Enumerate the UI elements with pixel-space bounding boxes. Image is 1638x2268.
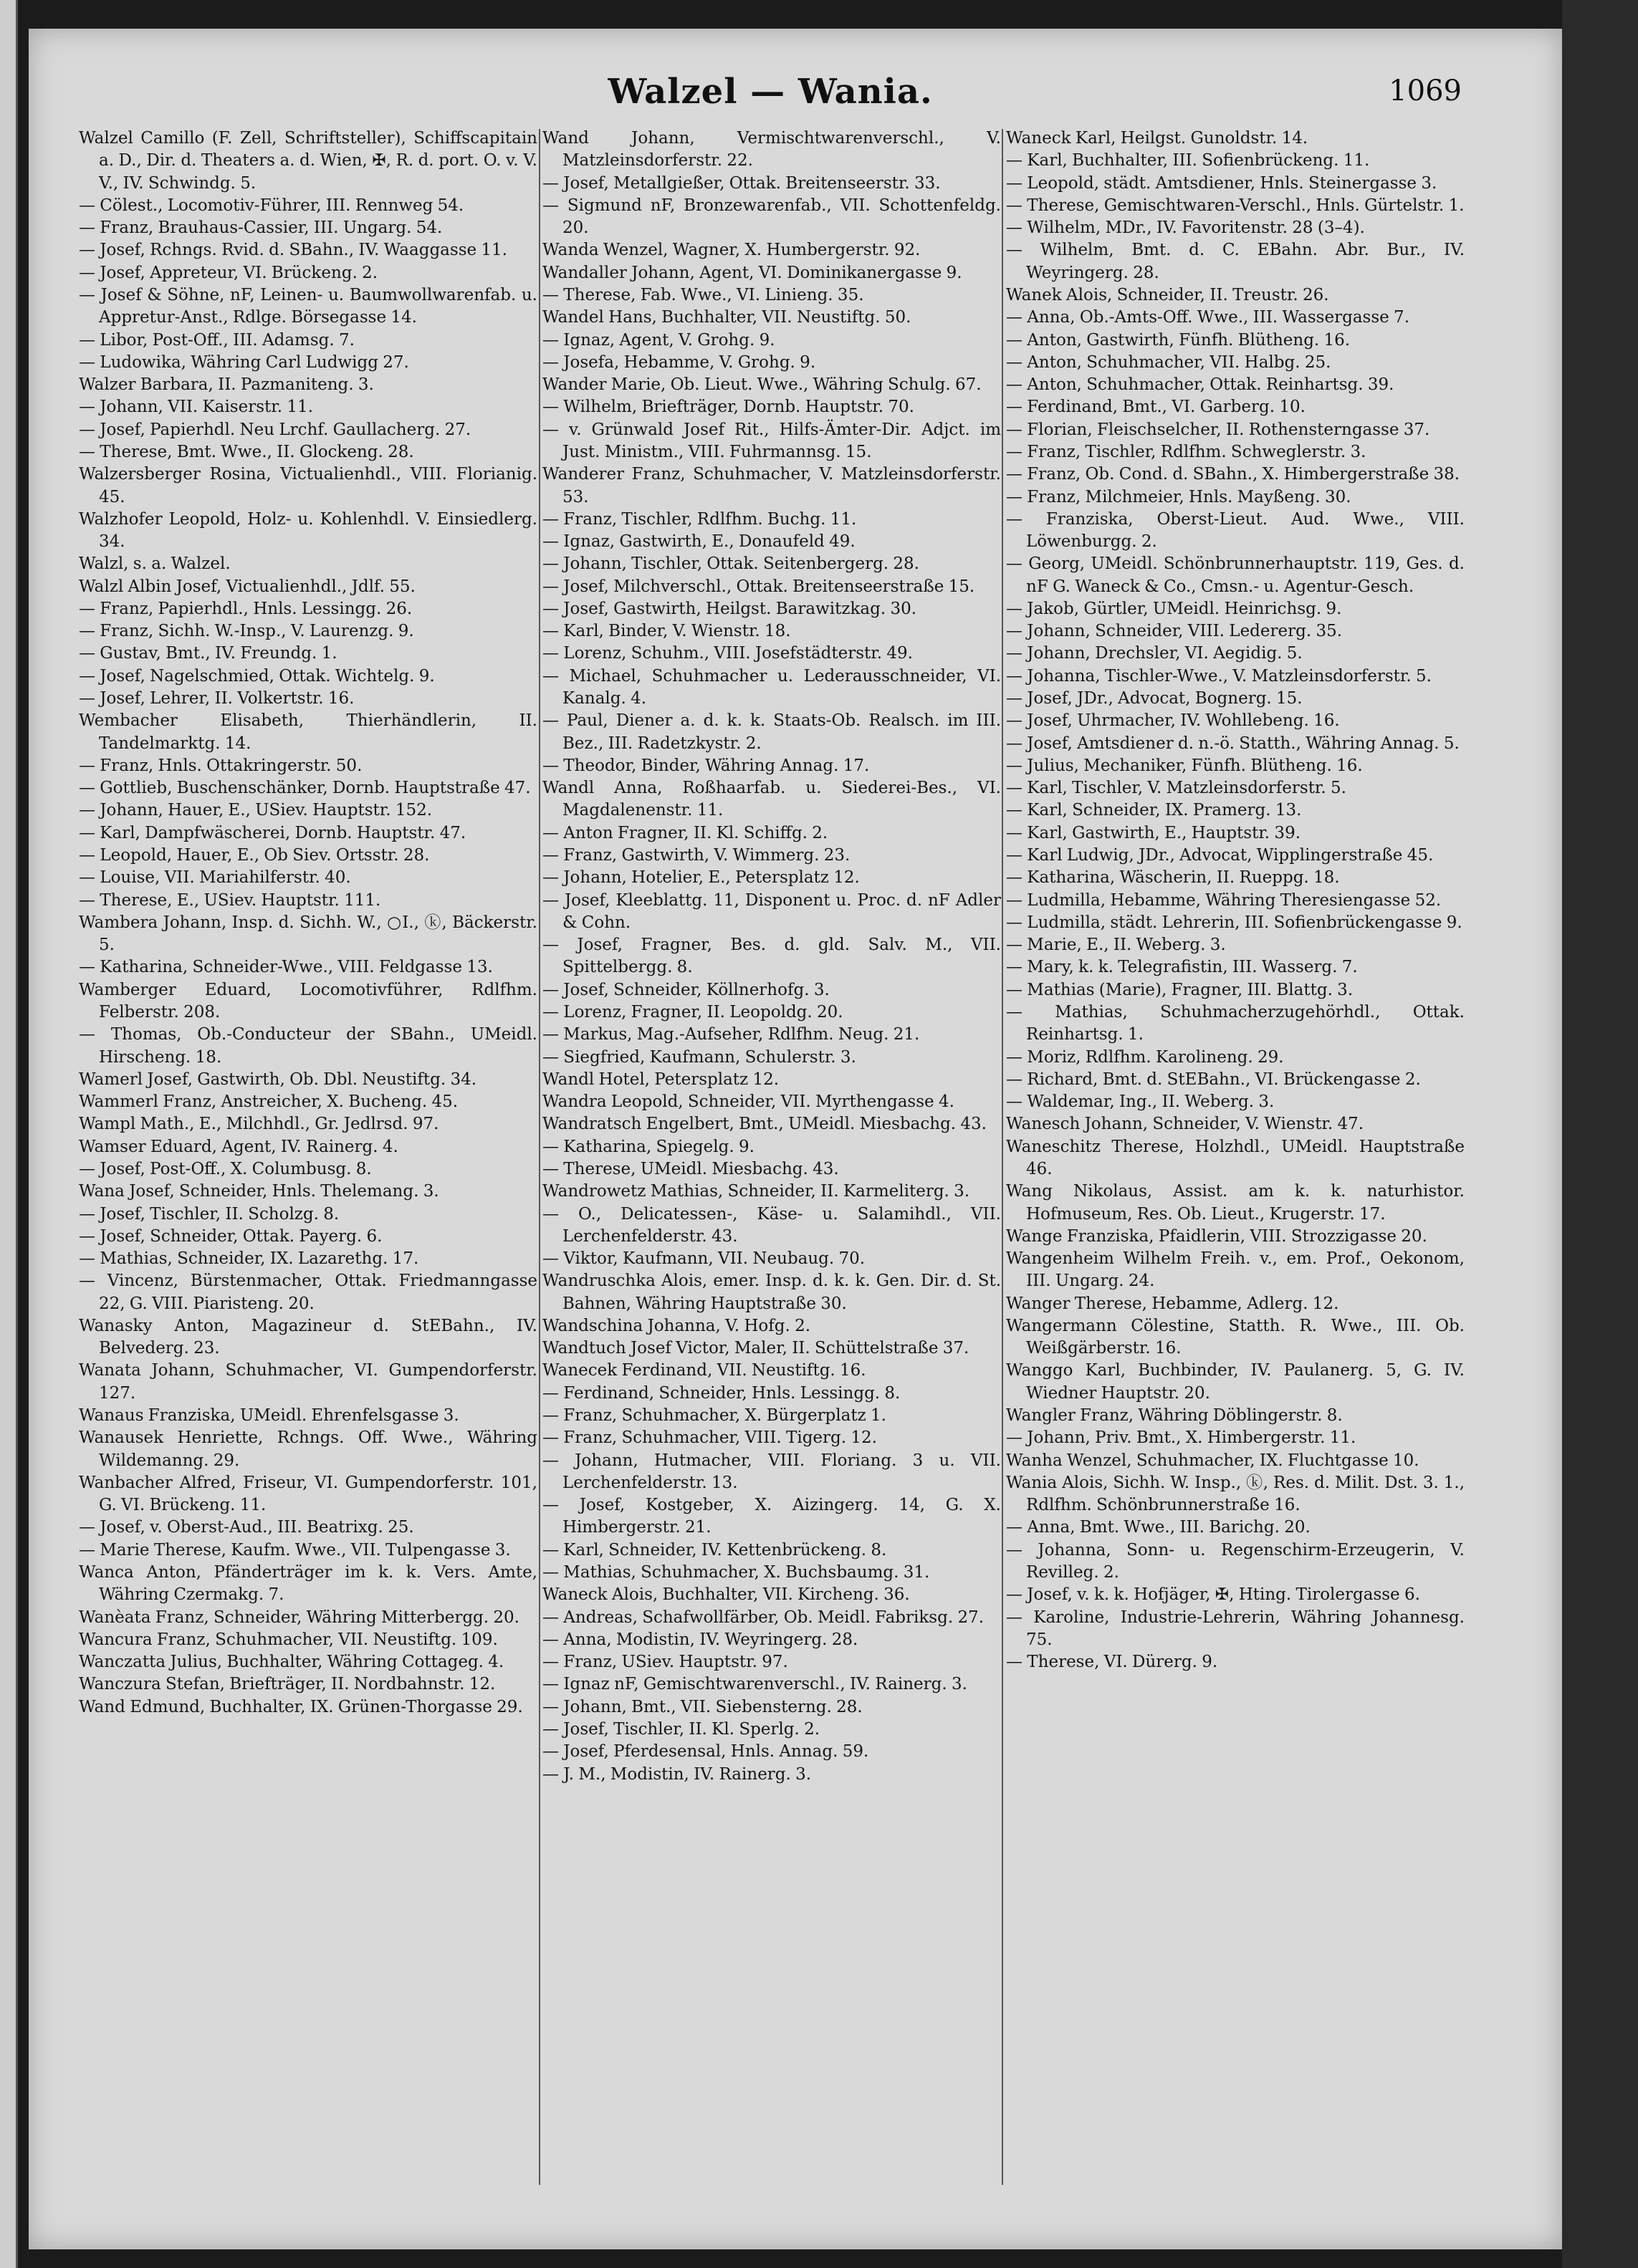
directory-entry: Wanggo Karl, Buchbinder, IV. Paulanerg. 5, G. IV. Wiedner Hauptstr. 20.	[1006, 1361, 1465, 1403]
directory-entry: — Therese, E., USiev. Hauptstr. 111.	[79, 890, 381, 910]
directory-entry: Wambera Johann, Insp. d. Sichh. W., ○I., ⓚ, Bäckerstr. 5.	[79, 913, 537, 955]
directory-entry: — Ignaz, Agent, V. Grohg. 9.	[542, 330, 775, 350]
directory-entry: — Ferdinand, Bmt., VI. Garberg. 10.	[1006, 398, 1306, 417]
directory-entry: — Wilhelm, MDr., IV. Favoritenstr. 28 (3–4).	[1006, 218, 1365, 238]
directory-entry: — Leopold, städt. Amtsdiener, Hnls. Steinergasse 3.	[1006, 173, 1437, 193]
directory-entry: — Josef, Tischler, II. Kl. Sperlg. 2.	[542, 1719, 820, 1739]
directory-entry: Walzhofer Leopold, Holz- u. Kohlenhdl. V. Einsiedlerg. 34.	[79, 509, 537, 552]
directory-entry: — Gottlieb, Buschenschänker, Dornb. Hauptstraße 47.	[79, 779, 531, 798]
directory-entry: Wamser Eduard, Agent, IV. Rainerg. 4.	[79, 1137, 398, 1156]
directory-entry: — Josef, Uhrmacher, IV. Wohllebeng. 16.	[1006, 711, 1340, 731]
directory-entry: — Mathias (Marie), Fragner, III. Blattg. 3.	[1006, 980, 1354, 999]
directory-entry: Wander Marie, Ob. Lieut. Wwe., Währing Schulg. 67.	[542, 375, 982, 395]
directory-entry: — Josef, Amtsdiener d. n.-ö. Statth., Währing Annag. 5.	[1006, 734, 1460, 753]
directory-entry: Wange Franziska, Pfaidlerin, VIII. Strozzigasse 20.	[1006, 1226, 1427, 1246]
directory-entry: — Johann, Hutmacher, VIII. Floriang. 3 u. VII. Lerchenfelderstr. 13.	[542, 1451, 1001, 1492]
directory-entry: — Therese, Bmt. Wwe., II. Glockeng. 28.	[79, 442, 414, 461]
directory-entry: Wandel Hans, Buchhalter, VII. Neustiftg. 50.	[542, 308, 911, 327]
directory-entry: — Therese, Gemischtwaren-Verschl., Hnls. Gürtelstr. 1.	[1006, 196, 1465, 215]
directory-entry: — Katharina, Schneider-Wwe., VIII. Feldgasse 13.	[79, 958, 493, 977]
directory-entry: — Karl, Dampfwäscherei, Dornb. Hauptstr. 47.	[79, 823, 466, 842]
directory-entry: — Mathias, Schneider, IX. Lazarethg. 17.	[79, 1249, 419, 1269]
directory-entry: — Franz, Sichh. W.-Insp., V. Laurenzg. 9.	[79, 622, 414, 641]
directory-entry: Wanbacher Alfred, Friseur, VI. Gumpendorferstr. 101, G. VI. Brückeng. 11.	[79, 1473, 537, 1515]
directory-entry: — Libor, Post-Off., III. Adamsg. 7.	[79, 330, 355, 350]
directory-entry: — Thomas, Ob.-Conducteur der SBahn., UMeidl. Hirscheng. 18.	[79, 1025, 537, 1067]
directory-entry: — Johann, Hotelier, E., Petersplatz 12.	[542, 868, 860, 888]
directory-entry: Wanca Anton, Pfänderträger im k. k. Vers. Amte, Währing Czermakg. 7.	[79, 1563, 537, 1605]
page-title: Walzel — Wania.	[608, 72, 933, 112]
directory-entry: Wana Josef, Schneider, Hnls. Thelemang. 3.	[79, 1182, 439, 1201]
directory-entry: — Anton, Gastwirth, Fünfh. Blütheng. 16.	[1006, 330, 1351, 350]
directory-entry: Wang Nikolaus, Assist. am k. k. naturhistor. Hofmuseum, Res. Ob. Lieut., Krugerstr. 17.	[1006, 1182, 1465, 1224]
directory-entry: — Josef, Gastwirth, Heilgst. Barawitzkag. 30.	[542, 599, 917, 618]
directory-entry: — J. M., Modistin, IV. Rainerg. 3.	[542, 1764, 812, 1784]
directory-entry: — Mathias, Schuhmacher, X. Buchsbaumg. 31.	[542, 1563, 930, 1582]
directory-entry: — Florian, Fleischselcher, II. Rothensterngasse 37.	[1006, 420, 1430, 439]
directory-entry: — Josef, Tischler, II. Scholzg. 8.	[79, 1204, 340, 1224]
directory-entry: — Franz, Papierhdl., Hnls. Lessingg. 26.	[79, 599, 413, 618]
directory-entry: Wanek Alois, Schneider, II. Treustr. 26.	[1006, 285, 1329, 304]
directory-entry: Wanderer Franz, Schuhmacher, V. Matzleinsdorferstr. 53.	[542, 465, 1001, 506]
directory-entry: — Johann, Schneider, VIII. Ledererg. 35.	[1006, 622, 1343, 641]
directory-entry: Wanecek Ferdinand, VII. Neustiftg. 16.	[542, 1361, 866, 1380]
directory-column-1	[79, 128, 537, 2191]
directory-entry: Wembacher Elisabeth, Thierhändlerin, II. Tandelmarktg. 14.	[79, 711, 537, 753]
column-divider	[1002, 129, 1003, 2185]
directory-entry: — Franz, Hnls. Ottakringerstr. 50.	[79, 756, 363, 775]
directory-entry: Wandl Anna, Roßhaarfab. u. Siederei-Bes., VI. Magdalenenstr. 11.	[542, 779, 1001, 820]
directory-entry: — Anna, Bmt. Wwe., III. Barichg. 20.	[1006, 1518, 1311, 1537]
directory-entry: — Ignaz nF, Gemischtwarenverschl., IV. Rainerg. 3.	[542, 1675, 967, 1694]
directory-entry: — Franz, Brauhaus-Cassier, III. Ungarg. 54.	[79, 218, 443, 238]
directory-entry: — Josef, Lehrer, II. Volkertstr. 16.	[79, 689, 355, 708]
directory-entry: — Anton, Schuhmacher, Ottak. Reinhartsg. 39.	[1006, 375, 1394, 395]
directory-entry: Wamerl Josef, Gastwirth, Ob. Dbl. Neustiftg. 34.	[79, 1070, 477, 1089]
directory-entry: — Andreas, Schafwollfärber, Ob. Meidl. Fabriksg. 27.	[542, 1608, 985, 1627]
directory-entry: Wanausek Henriette, Rchngs. Off. Wwe., Währing Wildemanng. 29.	[79, 1428, 537, 1470]
directory-entry: — Julius, Mechaniker, Fünfh. Blütheng. 16.	[1006, 756, 1363, 775]
page-number: 1069	[1389, 75, 1462, 107]
directory-entry: — Johann, Bmt., VII. Siebensterng. 28.	[542, 1697, 863, 1716]
directory-entry: Walzl Albin Josef, Victualienhdl., Jdlf. 55.	[79, 577, 416, 596]
directory-entry: — Josef, Milchverschl., Ottak. Breitenseerstraße 15.	[542, 577, 975, 596]
directory-entry: Waneck Alois, Buchhalter, VII. Kircheng. 36.	[542, 1585, 910, 1605]
directory-entry: Wanha Wenzel, Schuhmacher, IX. Fluchtgasse 10.	[1006, 1451, 1419, 1470]
directory-entry: Wanger Therese, Hebamme, Adlerg. 12.	[1006, 1294, 1339, 1313]
directory-entry: — Karl, Buchhalter, III. Sofienbrückeng. 11.	[1006, 151, 1370, 170]
directory-entry: — Josef, Post-Off., X. Columbusg. 8.	[79, 1159, 372, 1178]
directory-entry: Wanczura Stefan, Briefträger, II. Nordbahnstr. 12.	[79, 1675, 496, 1694]
directory-entry: Waneschitz Therese, Holzhdl., UMeidl. Hauptstraße 46.	[1006, 1137, 1465, 1178]
directory-entry: — Karl, Schneider, IX. Pramerg. 13.	[1006, 801, 1302, 820]
directory-entry: — Josef, Fragner, Bes. d. gld. Salv. M., VII. Spittelbergg. 8.	[542, 936, 1001, 977]
directory-entry: — Sigmund nF, Bronzewarenfab., VII. Schottenfeldg. 20.	[542, 196, 1001, 238]
directory-entry: — Lorenz, Schuhm., VIII. Josefstädterstr. 49.	[542, 644, 913, 663]
directory-entry: — Josef, Papierhdl. Neu Lrchf. Gaullacherg. 27.	[79, 420, 471, 439]
directory-entry: — Markus, Mag.-Aufseher, Rdlfhm. Neug. 21.	[542, 1025, 920, 1044]
directory-entry: — Mathias, Schuhmacherzugehörhdl., Ottak. Reinhartsg. 1.	[1006, 1002, 1465, 1044]
directory-entry: — Georg, UMeidl. Schönbrunnerhauptstr. 119, Ges. d. nF G. Waneck & Co., Cmsn.- u. Agentur-Gesch.	[1006, 554, 1465, 596]
directory-entry: Wanesch Johann, Schneider, V. Wienstr. 47.	[1006, 1115, 1364, 1134]
directory-entry: — Therese, UMeidl. Miesbachg. 43.	[542, 1159, 839, 1178]
directory-entry: Wandl Hotel, Petersplatz 12.	[542, 1070, 780, 1089]
directory-entry: — Karl, Schneider, IV. Kettenbrückeng. 8.	[542, 1540, 887, 1560]
directory-entry: Wangler Franz, Währing Döblingerstr. 8.	[1006, 1406, 1343, 1426]
directory-entry: — Johann, Drechsler, VI. Aegidig. 5.	[1006, 644, 1303, 663]
directory-entry: — Josef, Schneider, Köllnerhofg. 3.	[542, 980, 830, 999]
directory-entry: — Wilhelm, Briefträger, Dornb. Hauptstr. 70.	[542, 398, 914, 417]
directory-entry: — Ludmilla, Hebamme, Währing Theresiengasse 52.	[1006, 890, 1442, 910]
directory-entry: — Ferdinand, Schneider, Hnls. Lessingg. 8.	[542, 1383, 901, 1403]
directory-entry: Wand Edmund, Buchhalter, IX. Grünen-Thorgasse 29.	[79, 1697, 523, 1716]
directory-entry: — Franz, Tischler, Rdlfhm. Buchg. 11.	[542, 509, 857, 529]
directory-entry: Wammerl Franz, Anstreicher, X. Bucheng. 45.	[79, 1092, 459, 1112]
page-header	[79, 72, 1462, 122]
directory-entry: Wanda Wenzel, Wagner, X. Humbergerstr. 92.	[542, 241, 921, 260]
directory-entry: — O., Delicatessen-, Käse- u. Salamihdl., VII. Lerchenfelderstr. 43.	[542, 1204, 1001, 1246]
directory-entry: — Josef, Kleeblattg. 11, Disponent u. Proc. d. nF Adler & Cohn.	[542, 890, 1001, 932]
directory-entry: Wanaus Franziska, UMeidl. Ehrenfelsgasse 3.	[79, 1406, 459, 1426]
directory-entry: Walzer Barbara, II. Pazmaniteng. 3.	[79, 375, 374, 395]
directory-entry: Wancura Franz, Schuhmacher, VII. Neustiftg. 109.	[79, 1630, 498, 1649]
directory-entry: — Therese, Fab. Wwe., VI. Linieng. 35.	[542, 285, 864, 304]
book-binding-shadow	[1562, 0, 1638, 2268]
directory-entry: — Ludmilla, städt. Lehrerin, III. Sofienbrückengasse 9.	[1006, 913, 1462, 932]
directory-entry: — Marie, E., II. Weberg. 3.	[1006, 936, 1226, 955]
directory-entry: — Johann, Priv. Bmt., X. Himbergerstr. 11.	[1006, 1428, 1356, 1448]
directory-entry: Wanata Johann, Schuhmacher, VI. Gumpendorferstr. 127.	[79, 1361, 537, 1403]
directory-column-2	[542, 128, 1001, 2191]
directory-entry: Wandaller Johann, Agent, VI. Dominikanergasse 9.	[542, 263, 962, 282]
directory-entry: — Marie Therese, Kaufm. Wwe., VII. Tulpengasse 3.	[79, 1540, 511, 1560]
directory-entry: — Paul, Diener a. d. k. k. Staats-Ob. Realsch. im III. Bez., III. Radetzkystr. 2.	[542, 711, 1001, 753]
directory-entry: — Anna, Modistin, IV. Weyringerg. 28.	[542, 1630, 858, 1649]
directory-entry: Wandruschka Alois, emer. Insp. d. k. k. Gen. Dir. d. St. Bahnen, Währing Hauptstraße 30.	[542, 1272, 1001, 1313]
directory-entry: — Franz, Schuhmacher, VIII. Tigerg. 12.	[542, 1428, 877, 1448]
directory-entry: — Therese, VI. Dürerg. 9.	[1006, 1653, 1218, 1672]
directory-entry: Wandratsch Engelbert, Bmt., UMeidl. Miesbachg. 43.	[542, 1115, 987, 1134]
directory-entry: — Katharina, Spiegelg. 9.	[542, 1137, 755, 1156]
directory-entry: — Josef, Metallgießer, Ottak. Breitenseerstr. 33.	[542, 173, 941, 193]
directory-entry: — Josef, Kostgeber, X. Aizingerg. 14, G. X. Himbergerstr. 21.	[542, 1496, 1001, 1537]
directory-entry: — Leopold, Hauer, E., Ob Siev. Ortsstr. 28.	[79, 846, 430, 865]
directory-entry: Wamberger Eduard, Locomotivführer, Rdlfhm. Felberstr. 208.	[79, 980, 537, 1022]
directory-entry: — Karl, Gastwirth, E., Hauptstr. 39.	[1006, 823, 1301, 842]
directory-entry: — Josef, v. k. k. Hofjäger, ✠, Hting. Tirolergasse 6.	[1006, 1585, 1420, 1605]
directory-entry: Wampl Math., E., Milchhdl., Gr. Jedlrsd. 97.	[79, 1115, 439, 1134]
directory-entry: — Wilhelm, Bmt. d. C. EBahn. Abr. Bur., IV. Weyringerg. 28.	[1006, 241, 1465, 282]
directory-entry: — Johann, Hauer, E., USiev. Hauptstr. 152.	[79, 801, 433, 820]
directory-entry: — Josef, v. Oberst-Aud., III. Beatrixg. 25.	[79, 1518, 414, 1537]
directory-entry: — Vincenz, Bürstenmacher, Ottak. Friedmanngasse 22, G. VIII. Piaristeng. 20.	[79, 1272, 537, 1313]
directory-entry: — Franziska, Oberst-Lieut. Aud. Wwe., VIII. Löwenburgg. 2.	[1006, 509, 1465, 552]
directory-entry: — Ludowika, Währing Carl Ludwigg 27.	[79, 352, 409, 372]
directory-column-3	[1006, 128, 1465, 2191]
directory-entry: Wandtuch Josef Victor, Maler, II. Schüttelstraße 37.	[542, 1339, 969, 1358]
directory-entry: — Ignaz, Gastwirth, E., Donaufeld 49.	[542, 532, 856, 552]
directory-entry: — v. Grünwald Josef Rit., Hilfs-Ämter-Dir. Adjct. im Just. Ministm., VIII. Fuhrmannsg. 15.	[542, 420, 1001, 461]
directory-entry: — Karl, Tischler, V. Matzleinsdorferstr. 5.	[1006, 779, 1346, 798]
directory-entry: — Franz, Schuhmacher, X. Bürgerplatz 1.	[542, 1406, 886, 1426]
directory-entry: Wandra Leopold, Schneider, VII. Myrthengasse 4.	[542, 1092, 954, 1112]
directory-entry: — Josef & Söhne, nF, Leinen- u. Baumwollwarenfab. u. Appretur-Anst., Rdlge. Börsegasse 14.	[79, 285, 537, 327]
adjacent-page-edge	[0, 0, 18, 2268]
directory-entry: Waneck Karl, Heilgst. Gunoldstr. 14.	[1006, 129, 1308, 148]
directory-entry: — Josefa, Hebamme, V. Grohg. 9.	[542, 352, 816, 372]
directory-entry: — Cölest., Locomotiv-Führer, III. Rennweg 54.	[79, 196, 464, 215]
directory-entry: — Anna, Ob.-Amts-Off. Wwe., III. Wassergasse 7.	[1006, 308, 1410, 327]
directory-entry: — Waldemar, Ing., II. Weberg. 3.	[1006, 1092, 1275, 1112]
directory-entry: — Josef, JDr., Advocat, Bognerg. 15.	[1006, 689, 1303, 708]
directory-entry: Wand Johann, Vermischtwarenverschl., V. Matzleinsdorferstr. 22.	[542, 129, 1001, 170]
directory-entry: — Josef, Pferdesensal, Hnls. Annag. 59.	[542, 1742, 869, 1762]
directory-entry: — Louise, VII. Mariahilferstr. 40.	[79, 868, 351, 888]
directory-entry: — Lorenz, Fragner, II. Leopoldg. 20.	[542, 1002, 843, 1022]
directory-entry: Wandschina Johanna, V. Hofg. 2.	[542, 1316, 811, 1335]
directory-entry: — Mary, k. k. Telegrafistin, III. Wasserg. 7.	[1006, 958, 1358, 977]
directory-entry: — Johanna, Sonn- u. Regenschirm-Erzeugerin, V. Revilleg. 2.	[1006, 1540, 1465, 1582]
directory-entry: — Viktor, Kaufmann, VII. Neubaug. 70.	[542, 1249, 866, 1269]
directory-entry: — Jakob, Gürtler, UMeidl. Heinrichsg. 9.	[1006, 599, 1342, 618]
directory-entry: — Michael, Schuhmacher u. Lederausschneider, VI. Kanalg. 4.	[542, 666, 1001, 708]
column-divider	[539, 129, 540, 2185]
directory-entry: — Franz, Ob. Cond. d. SBahn., X. Himbergerstraße 38.	[1006, 465, 1460, 484]
directory-entry: — Josef, Schneider, Ottak. Payerg. 6.	[79, 1226, 383, 1246]
directory-entry: — Johann, VII. Kaiserstr. 11.	[79, 398, 313, 417]
directory-entry: — Gustav, Bmt., IV. Freundg. 1.	[79, 644, 337, 663]
directory-entry: — Anton, Schuhmacher, VII. Halbg. 25.	[1006, 352, 1331, 372]
directory-entry: — Katharina, Wäscherin, II. Rueppg. 18.	[1006, 868, 1340, 888]
directory-entry: — Moriz, Rdlfhm. Karolineng. 29.	[1006, 1047, 1284, 1067]
directory-entry: — Josef, Nagelschmied, Ottak. Wichtelg. 9.	[79, 666, 435, 686]
directory-entry: — Franz, Tischler, Rdlfhm. Schweglerstr. 3.	[1006, 442, 1366, 461]
directory-entry: — Anton Fragner, II. Kl. Schiffg. 2.	[542, 823, 828, 842]
directory-entry: Walzel Camillo (F. Zell, Schriftsteller), Schiffscapitain a. D., Dir. d. Theaters a. d. Wien, ✠, R. d. port. O. v. V. V., IV. Schwindg. 5.	[79, 129, 537, 193]
directory-entry: Wangermann Cölestine, Statth. R. Wwe., III. Ob. Weißgärberstr. 16.	[1006, 1316, 1465, 1358]
directory-entry: — Franz, USiev. Hauptstr. 97.	[542, 1653, 788, 1672]
directory-entry: Wangenheim Wilhelm Freih. v., em. Prof., Oekonom, III. Ungarg. 24.	[1006, 1249, 1465, 1291]
directory-entry: — Josef, Rchngs. Rvid. d. SBahn., IV. Waaggasse 11.	[79, 241, 507, 260]
directory-entry: — Siegfried, Kaufmann, Schulerstr. 3.	[542, 1047, 856, 1067]
directory-entry: Walzl, s. a. Walzel.	[79, 554, 231, 574]
directory-entry: — Franz, Milchmeier, Hnls. Mayßeng. 30.	[1006, 487, 1351, 506]
directory-entry: Walzersberger Rosina, Victualienhdl., VIII. Florianig. 45.	[79, 465, 537, 506]
directory-entry: Wanczatta Julius, Buchhalter, Währing Cottageg. 4.	[79, 1653, 504, 1672]
directory-entry: — Johanna, Tischler-Wwe., V. Matzleinsdorferstr. 5.	[1006, 666, 1432, 686]
directory-entry: Wania Alois, Sichh. W. Insp., ⓚ, Res. d. Milit. Dst. 3. 1., Rdlfhm. Schönbrunnerstraße 16.	[1006, 1473, 1465, 1515]
directory-entry: — Theodor, Binder, Währing Annag. 17.	[542, 756, 870, 775]
directory-entry: — Richard, Bmt. d. StEBahn., VI. Brückengasse 2.	[1006, 1070, 1421, 1089]
directory-entry: — Karoline, Industrie-Lehrerin, Währing Johannesg. 75.	[1006, 1608, 1465, 1649]
directory-entry: Wandrowetz Mathias, Schneider, II. Karmeliterg. 3.	[542, 1182, 970, 1201]
directory-entry: — Karl, Binder, V. Wienstr. 18.	[542, 622, 791, 641]
directory-entry: — Karl Ludwig, JDr., Advocat, Wipplingerstraße 45.	[1006, 846, 1434, 865]
directory-entry: — Franz, Gastwirth, V. Wimmerg. 23.	[542, 846, 851, 865]
directory-entry: Wanèata Franz, Schneider, Währing Mitterbergg. 20.	[79, 1608, 519, 1627]
directory-entry: Wanasky Anton, Magazineur d. StEBahn., IV. Belvederg. 23.	[79, 1316, 537, 1358]
directory-entry: — Johann, Tischler, Ottak. Seitenbergerg. 28.	[542, 554, 919, 574]
directory-entry: — Josef, Appreteur, VI. Brückeng. 2.	[79, 263, 378, 282]
